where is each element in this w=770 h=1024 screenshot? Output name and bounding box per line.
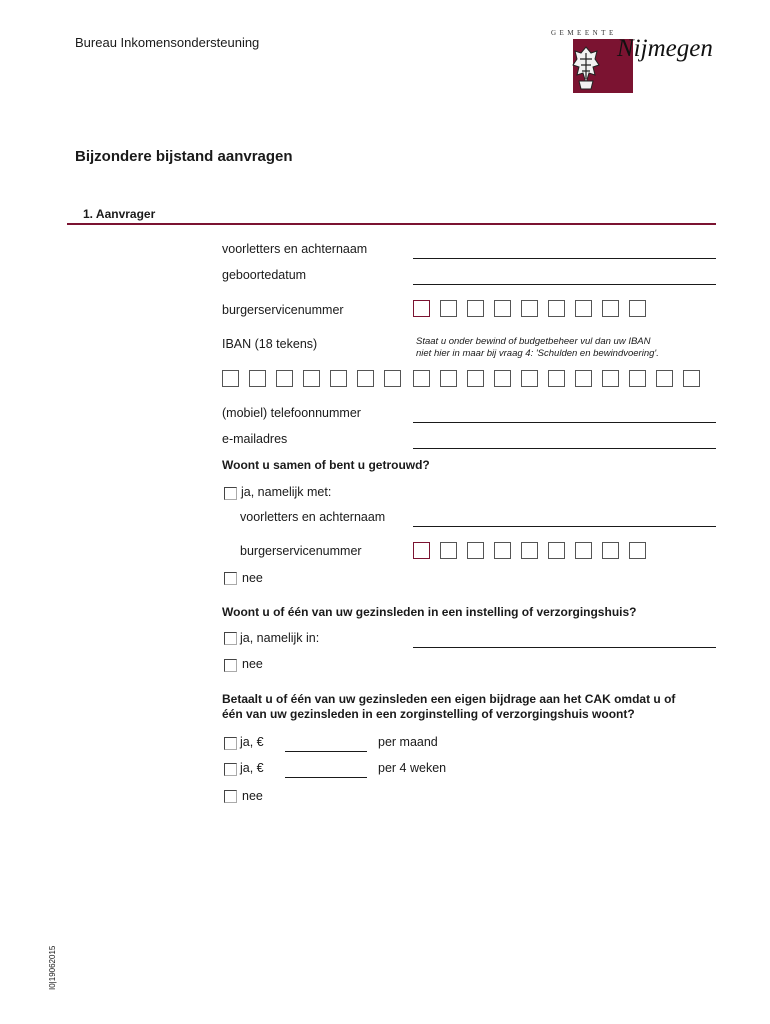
partner-bsn-digit-box[interactable]: [521, 542, 538, 559]
cak-month-amount-field[interactable]: [285, 751, 367, 752]
cak-month-checkbox[interactable]: [224, 737, 237, 750]
iban-char-box[interactable]: [222, 370, 239, 387]
iban-char-box[interactable]: [249, 370, 266, 387]
iban-char-box[interactable]: [357, 370, 374, 387]
partner-yes-label: ja, namelijk met:: [241, 485, 332, 499]
partner-yes-checkbox[interactable]: [224, 487, 237, 500]
iban-char-box[interactable]: [629, 370, 646, 387]
cak-question-line1: Betaalt u of één van uw gezinsleden een eigen bijdrage aan het CAK omdat u of: [222, 692, 676, 706]
partner-bsn-digit-box[interactable]: [548, 542, 565, 559]
cak-no-checkbox[interactable]: [224, 790, 237, 803]
partner-bsn-digit-box[interactable]: [494, 542, 511, 559]
iban-char-box[interactable]: [521, 370, 538, 387]
partner-name-label: voorletters en achternaam: [240, 510, 386, 524]
partner-bsn-digit-box[interactable]: [467, 542, 484, 559]
email-label: e-mailadres: [222, 432, 288, 446]
municipality-logo: [547, 29, 713, 93]
partner-bsn-digit-box[interactable]: [440, 542, 457, 559]
iban-char-box[interactable]: [384, 370, 401, 387]
partner-bsn-label: burgerservicenummer: [240, 544, 362, 558]
institution-field[interactable]: [413, 647, 716, 648]
iban-char-box[interactable]: [440, 370, 457, 387]
department-name: Bureau Inkomensondersteuning: [75, 35, 260, 50]
partner-question: Woont u samen of bent u getrouwd?: [222, 458, 430, 472]
logo-name-text: Nijmegen: [617, 35, 713, 62]
bsn-digit-box[interactable]: [548, 300, 565, 317]
cak-4weeks-yes-label: ja, €: [240, 761, 264, 775]
iban-note-line2: niet hier in maar bij vraag 4: 'Schulden en bewindvoering'.: [416, 348, 659, 359]
iban-label: IBAN (18 tekens): [222, 337, 318, 351]
section-divider: [67, 223, 716, 225]
phone-label: (mobiel) telefoonnummer: [222, 406, 361, 420]
document-title: Bijzondere bijstand aanvragen: [75, 148, 293, 165]
bsn-label: burgerservicenummer: [222, 303, 344, 317]
bsn-digit-box[interactable]: [602, 300, 619, 317]
institution-yes-label: ja, namelijk in:: [240, 631, 320, 645]
cak-per-4weeks-label: per 4 weken: [378, 761, 447, 775]
logo-gemeente-text: GEMEENTE: [551, 29, 617, 37]
iban-char-box[interactable]: [575, 370, 592, 387]
cak-no-label: nee: [242, 789, 263, 803]
institution-no-label: nee: [242, 657, 263, 671]
bsn-digit-box[interactable]: [629, 300, 646, 317]
bsn-digit-box[interactable]: [494, 300, 511, 317]
name-field[interactable]: [413, 258, 716, 259]
iban-char-box[interactable]: [276, 370, 293, 387]
institution-yes-checkbox[interactable]: [224, 632, 237, 645]
crest-icon: [571, 45, 601, 93]
partner-bsn-digit-box[interactable]: [602, 542, 619, 559]
phone-field[interactable]: [413, 422, 716, 423]
partner-no-checkbox[interactable]: [224, 572, 237, 585]
iban-char-box[interactable]: [656, 370, 673, 387]
bsn-digit-box[interactable]: [521, 300, 538, 317]
email-field[interactable]: [413, 448, 716, 449]
birthdate-field[interactable]: [413, 284, 716, 285]
iban-char-box[interactable]: [303, 370, 320, 387]
bsn-digit-box[interactable]: [413, 300, 430, 317]
iban-char-box[interactable]: [467, 370, 484, 387]
partner-bsn-digit-box[interactable]: [575, 542, 592, 559]
partner-bsn-digit-box[interactable]: [629, 542, 646, 559]
bsn-digit-box[interactable]: [467, 300, 484, 317]
partner-bsn-digit-box[interactable]: [413, 542, 430, 559]
iban-char-box[interactable]: [602, 370, 619, 387]
iban-char-box[interactable]: [330, 370, 347, 387]
partner-no-label: nee: [242, 571, 263, 585]
cak-4weeks-amount-field[interactable]: [285, 777, 367, 778]
iban-char-box[interactable]: [494, 370, 511, 387]
bsn-digit-box[interactable]: [440, 300, 457, 317]
section-title: 1. Aanvrager: [83, 207, 156, 221]
birthdate-label: geboortedatum: [222, 268, 307, 282]
institution-question: Woont u of één van uw gezinsleden in een instelling of verzorgingshuis?: [222, 605, 637, 619]
iban-note-line1: Staat u onder bewind of budgetbeheer vul dan uw IBAN: [416, 336, 651, 347]
form-code: I0|19062015: [48, 945, 57, 990]
cak-month-yes-label: ja, €: [240, 735, 264, 749]
iban-char-box[interactable]: [548, 370, 565, 387]
iban-note: [416, 336, 659, 360]
institution-no-checkbox[interactable]: [224, 659, 237, 672]
iban-char-box[interactable]: [413, 370, 430, 387]
cak-per-month-label: per maand: [378, 735, 438, 749]
iban-char-box[interactable]: [683, 370, 700, 387]
cak-4weeks-checkbox[interactable]: [224, 763, 237, 776]
name-label: voorletters en achternaam: [222, 242, 368, 256]
cak-question-line2: één van uw gezinsleden in een zorginstelling of verzorgingshuis woont?: [222, 707, 635, 721]
bsn-digit-box[interactable]: [575, 300, 592, 317]
partner-name-field[interactable]: [413, 526, 716, 527]
